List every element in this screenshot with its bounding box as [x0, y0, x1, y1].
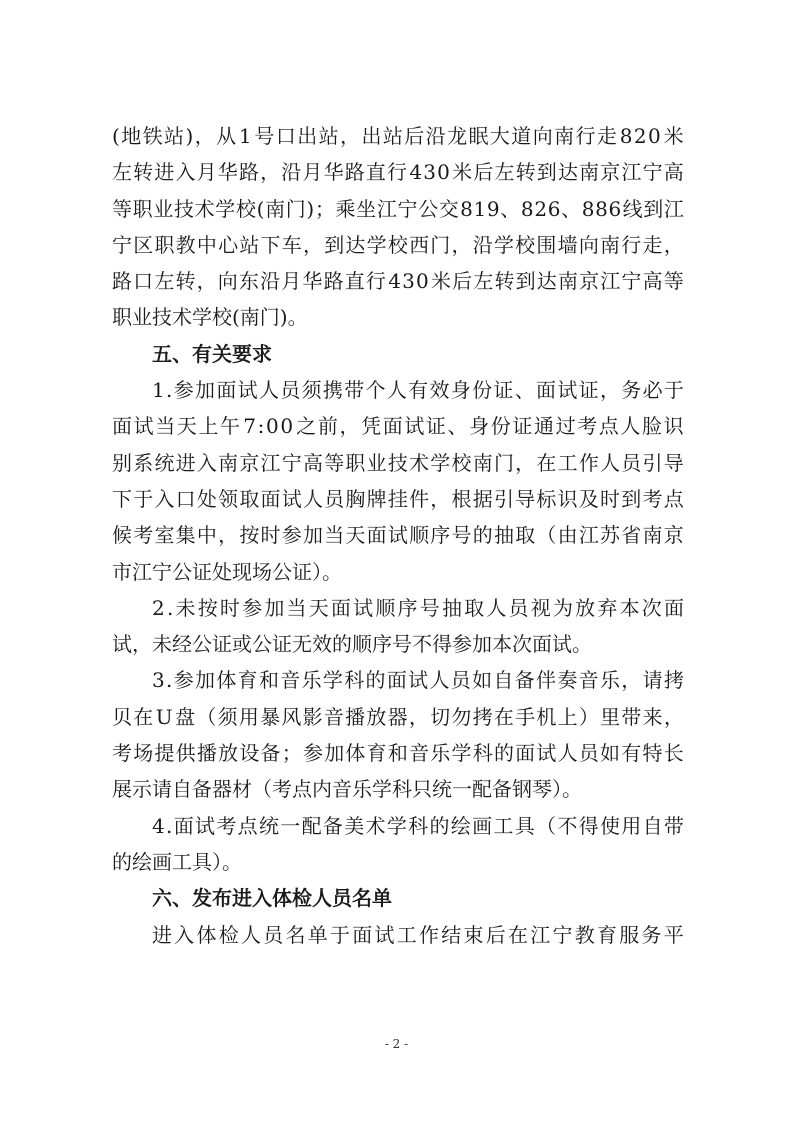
paragraph-last-line: 试，未经公证或公证无效的顺序号不得参加本次面试。: [112, 632, 592, 657]
paragraph-first-line: 2 . 未 按 时 参 加 当 天 面 试 顺 序 号 抽 取 人 员 视 为 放 弃 本 次 面: [152, 595, 684, 620]
section-heading: 五、有关要求: [152, 341, 272, 366]
paragraph-line: 宁 区 职 教 中 心 站 下 车 ， 到 达 学 校 西 门 ， 沿 学 校 围 墙 向 南 行 走 ，: [112, 232, 684, 257]
section-heading: 六、发布进入体检人员名单: [152, 886, 392, 911]
paragraph-first-line: 3 . 参 加 体 育 和 音 乐 学 科 的 面 试 人 员 如 自 备 伴 奏 音 乐 ， 请 拷: [152, 668, 684, 693]
paragraph-line: 下 于 入 口 处 领 取 面 试 人 员 胸 牌 挂 件 ， 根 据 引 导 标 识 及 时 到 考 点: [112, 486, 684, 511]
paragraph-line: 面 试 当 天 上 午 7 : 0 0 之 前 ， 凭 面 试 证 、 身 份 证 通 过 考 点 人 脸 识: [112, 414, 684, 439]
paragraph-last-line: 市江宁公证处现场公证）。: [112, 559, 342, 584]
paragraph-last-line: 展示请自备器材（考点内音乐学科只统一配备钢琴）。: [112, 777, 582, 802]
paragraph-line: 等 职 业 技 术 学 校 ( 南 门 ) ； 乘 坐 江 宁 公 交 8 1 9 、 8 2 6 、 8 8 6 线 到 江: [112, 196, 684, 221]
paragraph-line: 左 转 进 入 月 华 路 ， 沿 月 华 路 直 行 4 3 0 米 后 左 转 到 达 南 京 江 宁 高: [112, 160, 684, 185]
paragraph-line: 贝 在 U 盘 （ 须 用 暴 风 影 音 播 放 器 ， 切 勿 拷 在 手 机 上 ） 里 带 来 ，: [112, 704, 684, 729]
paragraph-first-line: 进 入 体 检 人 员 名 单 于 面 试 工 作 结 束 后 在 江 宁 教 育 服 务 平: [152, 922, 684, 947]
paragraph-line: 路 口 左 转 ， 向 东 沿 月 华 路 直 行 4 3 0 米 后 左 转 到 达 南 京 江 宁 高 等: [112, 269, 684, 294]
document-body: [112, 118, 684, 953]
paragraph-first-line: 4 . 面 试 考 点 统 一 配 备 美 术 学 科 的 绘 画 工 具 （ 不 得 使 用 自 带: [152, 813, 684, 838]
paragraph-last-line: 职业技术学校(南门)。: [112, 305, 308, 330]
paragraph-last-line: 的绘画工具）。: [112, 849, 242, 874]
paragraph-line: ( 地 铁 站 ) ， 从 1 号 口 出 站 ， 出 站 后 沿 龙 眠 大 道 向 南 行 走 8 2 0 米: [112, 124, 684, 148]
paragraph-line: 别 系 统 进 入 南 京 江 宁 高 等 职 业 技 术 学 校 南 门 ， 在 工 作 人 员 引 导: [112, 450, 684, 475]
paragraph-line: 候 考 室 集 中 ， 按 时 参 加 当 天 面 试 顺 序 号 的 抽 取 （ 由 江 苏 省 南 京: [112, 523, 684, 548]
paragraph-first-line: 1 . 参 加 面 试 人 员 须 携 带 个 人 有 效 身 份 证 、 面 试 证 ， 务 必 于: [152, 378, 684, 403]
paragraph-line: 考 场 提 供 播 放 设 备 ； 参 加 体 育 和 音 乐 学 科 的 面 试 人 员 如 有 特 长: [112, 741, 684, 766]
page-number: - 2 -: [384, 1037, 409, 1051]
